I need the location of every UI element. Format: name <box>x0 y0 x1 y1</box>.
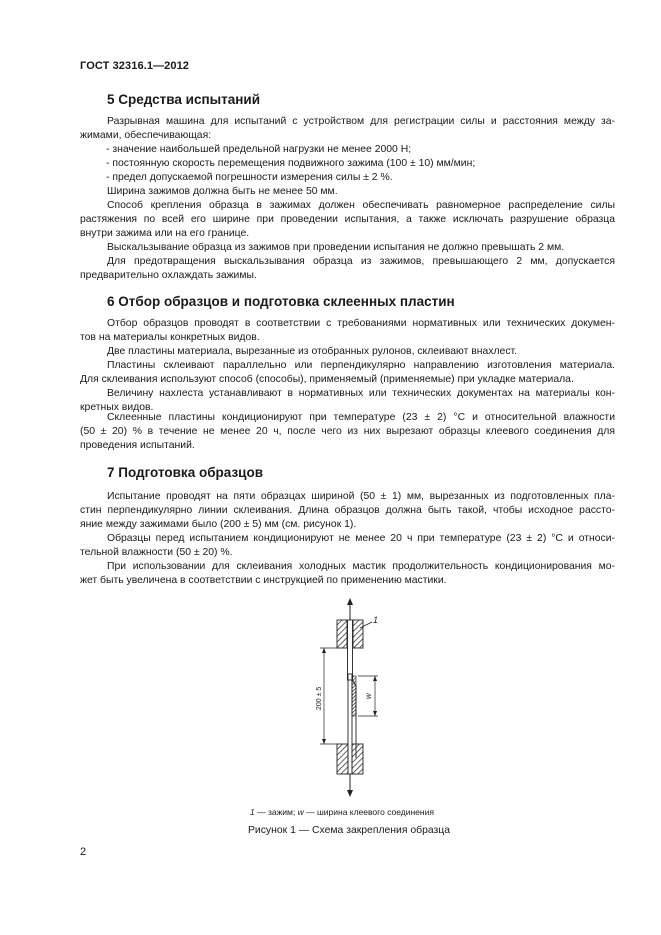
section-6-paragraph-3 <box>80 359 615 387</box>
document-header: ГОСТ 32316.1—2012 <box>80 60 190 72</box>
text-line: растяжения по всей его ширине при проведении испытания, а также исключать разрушение образца <box>80 214 615 225</box>
legend-text-1: — зажим; <box>254 807 298 817</box>
bottom-force-arrow <box>347 774 353 797</box>
top-clamp <box>337 620 363 648</box>
top-force-arrow <box>347 598 353 620</box>
section-5-bullet-list <box>106 143 641 185</box>
section-5-paragraph-2: Ширина зажимов должна быть не менее 50 мм. <box>107 186 338 197</box>
section-6-paragraph-2: Две пластины материала, вырезанные из отобранных рулонов, склеивают внахлест. <box>107 346 518 357</box>
text-line: стин перпендикулярно линии склеивания. Длина образцов должна быть такой, чтобы исходное рассто- <box>80 505 615 516</box>
text-line: Образцы перед испытанием кондиционируют не менее 20 ч при температуре (23 ± 2) °С и относи- <box>107 533 615 544</box>
text-line: внутри зажима или на его границе. <box>80 228 250 239</box>
text-line: Величину нахлеста устанавливают в нормативных или технических документах на материалы кон- <box>107 388 615 399</box>
text-line: Склеенные пластины кондиционируют при температуре (23 ± 2) °С и относительной влажности <box>107 412 615 423</box>
figure-legend <box>250 807 434 817</box>
text-line: Для предотвращения выскальзывания образца из зажимов, превышающего 2 мм, допускается <box>107 256 615 267</box>
figure-caption: Рисунок 1 — Схема закрепления образца <box>248 825 451 836</box>
page-number: 2 <box>80 846 87 858</box>
text-line: яние между зажимами было (200 ± 5) мм (см. рисунок 1). <box>80 519 357 530</box>
clamp-schematic-figure <box>290 598 400 798</box>
section-5-heading: 5 Средства испытаний <box>107 92 261 107</box>
text-line: предварительно охлаждать зажимы. <box>80 270 257 281</box>
legend-text-2: — ширина клеевого соединения <box>303 807 434 817</box>
legend-number: 1 <box>250 807 255 817</box>
text-line: Способ крепления образца в зажимах должен обеспечивать равномерное распределение силы <box>107 200 615 211</box>
section-7-paragraph-2 <box>80 532 615 560</box>
text-line: проведения испытаний. <box>80 440 195 451</box>
text-line: Для склеивания используют способ (способы), применяемый (применяемые) при укладке материала. <box>80 374 574 385</box>
section-5-paragraph-5 <box>80 255 615 283</box>
text-line: тельной влажности (50 ± 20) %. <box>80 547 233 558</box>
section-6-paragraph-5 <box>80 411 615 453</box>
label-1: 1 <box>373 615 379 625</box>
text-line: При использовании для склеивания холодных мастик продолжительность кондиционирования мо- <box>107 561 615 572</box>
text-line: жет быть увеличена в соответствии с инструкцией по применению мастики. <box>80 575 447 586</box>
text-line: (50 ± 20) % в течение не менее 20 ч, после чего из них вырезают образцы клеевого соединения для <box>80 426 615 437</box>
text-line: жимами, обеспечивающая: <box>80 130 212 141</box>
text-line: Отбор образцов проводят в соответствии с требованиями нормативных или технических докумен- <box>107 318 615 329</box>
bottom-clamp <box>337 744 363 774</box>
label-w: w <box>364 693 373 699</box>
list-item: - постоянную скорость перемещения подвижного зажима (100 ± 10) мм/мин; <box>106 158 476 169</box>
section-5-paragraph-3 <box>80 199 615 241</box>
section-7-paragraph-3 <box>80 560 615 588</box>
text-line: кретных видов. <box>80 402 154 413</box>
adhesive-joint <box>352 676 356 716</box>
section-5-paragraph-4: Выскальзывание образца из зажимов при проведении испытания не должно превышать 2 мм. <box>107 242 565 253</box>
legend-w: w <box>297 807 304 817</box>
text-line: Испытание проводят на пяти образцах шириной (50 ± 1) мм, вырезанных из подготовленных пла- <box>107 491 615 502</box>
section-7-paragraph-1 <box>80 490 615 532</box>
list-item: - значение наибольшей предельной нагрузки не менее 2000 Н; <box>106 144 412 155</box>
section-5-paragraph-1 <box>80 115 615 143</box>
text-line: Пластины склеивают параллельно или перпендикулярно направлению изготовления материала. <box>107 360 615 371</box>
text-line: Разрывная машина для испытаний с устройством для регистрации силы и расстояния между за- <box>107 116 615 127</box>
list-item: - предел допускаемой погрешности измерения силы ± 2 %. <box>106 172 393 183</box>
section-6-heading: 6 Отбор образцов и подготовка склеенных пластин <box>107 294 455 309</box>
dimension-label: 200 ± 5 <box>316 686 323 710</box>
section-6-paragraph-1 <box>80 317 615 345</box>
text-line: тов на материалы конкретных видов. <box>80 332 260 343</box>
section-7-heading: 7 Подготовка образцов <box>107 465 264 480</box>
